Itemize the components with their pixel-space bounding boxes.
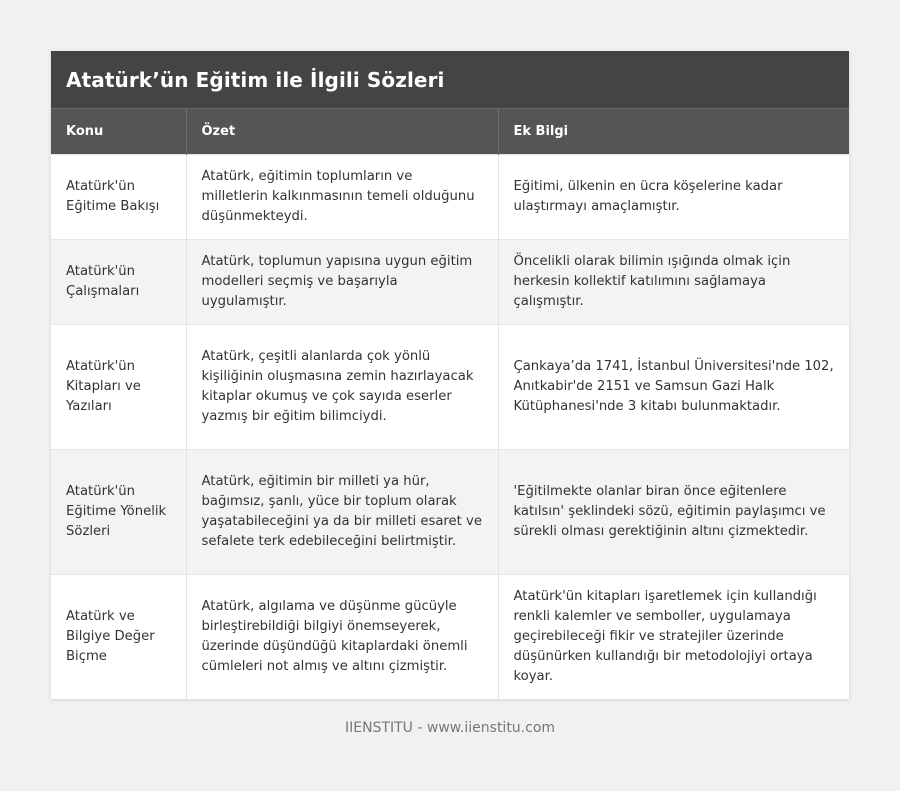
table-row: [51, 450, 849, 575]
footer-credit: IIENSTITU - www.iienstitu.com: [344, 720, 556, 736]
column-header-konu: Konu: [51, 109, 186, 155]
cell-konu: Atatürk'ün Eğitime Yönelik Sözleri: [51, 450, 186, 575]
column-header-ek-bilgi: Ek Bilgi: [498, 109, 849, 155]
cell-ek-bilgi: Çankaya’da 1741, İstanbul Üniversitesi'nde 102, Anıtkabir'de 2151 ve Samsun Gazi Halk Kütüphanesi'nde 3 kitabı bulunmaktadır.: [498, 325, 849, 450]
cell-ek-bilgi: 'Eğitilmekte olanlar biran önce eğitenlere katılsın' şeklindeki sözü, eğitimin paylaşımcı ve sürekli olması gerektiğinin altını çizmektedir.: [498, 450, 849, 575]
cell-ek-bilgi: Eğitimi, ülkenin en ücra köşelerine kadar ulaştırmayı amaçlamıştır.: [498, 155, 849, 240]
table-row: [51, 325, 849, 450]
cell-ozet: Atatürk, algılama ve düşünme gücüyle birleştirebildiği bilgiyi önemseyerek, üzerinde düşündüğü kitaplardaki önemli cümleleri not almış ve altını çizmiştir.: [186, 575, 498, 700]
cell-konu: Atatürk ve Bilgiye Değer Biçme: [51, 575, 186, 700]
table-row: [51, 240, 849, 325]
cell-konu: Atatürk'ün Çalışmaları: [51, 240, 186, 325]
cell-ek-bilgi: Öncelikli olarak bilimin ışığında olmak için herkesin kollektif katılımını sağlamaya çalışmıştır.: [498, 240, 849, 325]
cell-ozet: Atatürk, toplumun yapısına uygun eğitim modelleri seçmiş ve başarıyla uygulamıştır.: [186, 240, 498, 325]
column-header-ozet: Özet: [186, 109, 498, 155]
cell-ozet: Atatürk, eğitimin bir milleti ya hür, bağımsız, şanlı, yüce bir toplum olarak yaşatabileceğini ya da bir milleti esaret ve sefalete terk edebileceğini belirtmiştir.: [186, 450, 498, 575]
table-row: [51, 575, 849, 700]
table-header-row: [51, 109, 849, 155]
cell-ozet: Atatürk, eğitimin toplumların ve milletlerin kalkınmasının temeli olduğunu düşünmekteydi.: [186, 155, 498, 240]
cell-ozet: Atatürk, çeşitli alanlarda çok yönlü kişiliğinin oluşmasına zemin hazırlayacak kitaplar okumuş ve çok sayıda eserler yazmış bir eğitim bilimciydi.: [186, 325, 498, 450]
page-title: Atatürk’ün Eğitim ile İlgili Sözleri: [66, 67, 445, 92]
cell-ek-bilgi: Atatürk'ün kitapları işaretlemek için kullandığı renkli kalemler ve semboller, uygulamaya geçirebileceği fikir ve stratejiler üzerinde düşünürken kullandığı bir metodolojiyi ortaya koyar.: [498, 575, 849, 700]
content-card: [51, 51, 849, 699]
data-table: [51, 108, 849, 699]
cell-konu: Atatürk'ün Eğitime Bakışı: [51, 155, 186, 240]
title-bar: [51, 51, 849, 108]
cell-konu: Atatürk'ün Kitapları ve Yazıları: [51, 325, 186, 450]
table-row: [51, 155, 849, 240]
